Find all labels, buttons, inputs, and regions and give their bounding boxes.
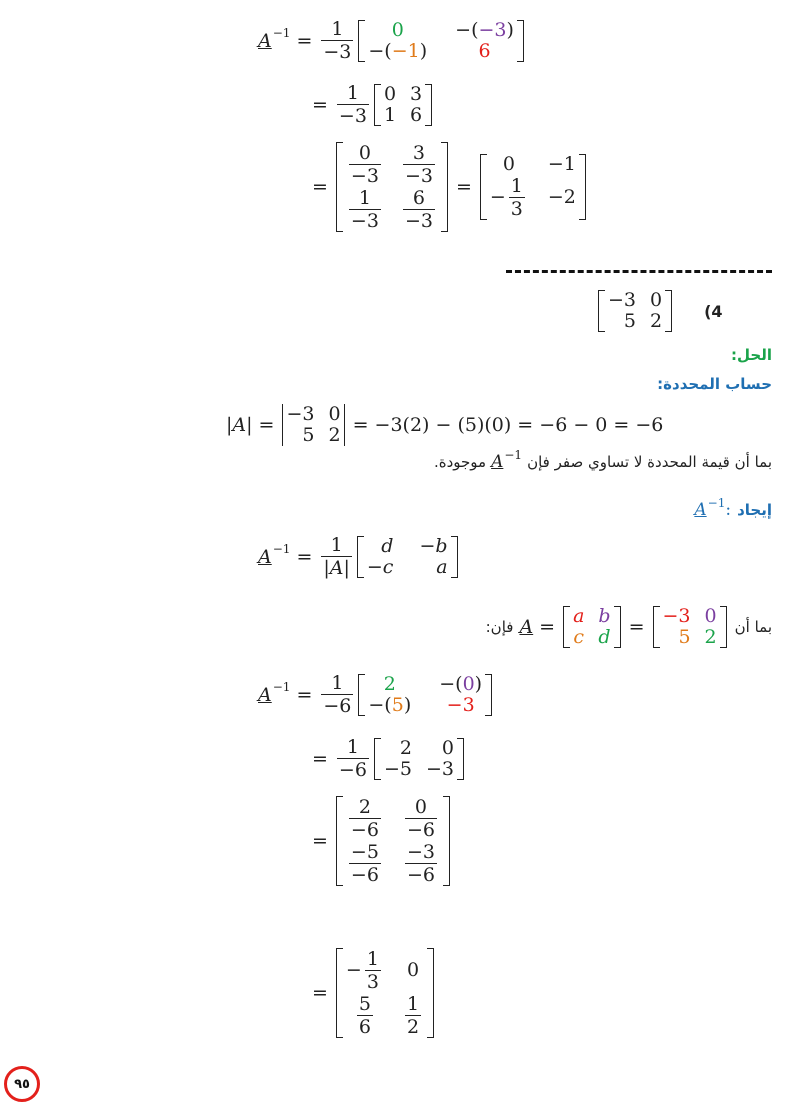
determinant-heading: حساب المحددة: [657, 375, 772, 393]
determinant-matrix: −3 0 5 2 [282, 404, 344, 446]
inverse-line-3: = $\frac{0}{-3}$ $\frac{3}{-3}$ $\frac{1}{-3}$ $\frac{6}{-3}$ = 0 −1 − $\frac{1}{3}$ −2 [312, 142, 588, 232]
scalar-fraction: $\frac{1}{-3}$ [323, 18, 352, 63]
find-inverse-heading: إيجاد $A^{-1}$: [694, 496, 772, 520]
inverse-formula: A −1 = $\frac{1}{|A|}$ d −b −c a [258, 534, 460, 579]
inverse-line-7: = − $\frac{1}{3}$ 0 $\frac{5}{6}$ $\frac{1}{2}$ [312, 948, 436, 1038]
scalar-fraction: $\frac{1}{-3}$ [338, 82, 367, 127]
page-number-badge [4, 1066, 40, 1102]
inverse-line-6: = $\frac{2}{-6}$ $\frac{0}{-6}$ $\frac{-5}{-6}$ $\frac{-3}{-6}$ [312, 796, 452, 886]
determinant-calculation: = −3(2) − (5)(0) = −6 − 0 = −6 [352, 414, 664, 436]
inverse-line-1: A −1 = $\frac{1}{-3}$ 0 −(−3) −(−1) 6 [258, 18, 526, 63]
determinant-line: |A| = −3 0 5 2 = −3(2) − (5)(0) = −6 − 0 = −6 [226, 403, 664, 446]
inverse-line-5: = $\frac{1}{-6}$ 2 0 −5 −3 [312, 736, 466, 781]
result-matrix: 0 −1 − $\frac{1}{3}$ −2 [480, 154, 586, 220]
existence-sentence: بما أن قيمة المحددة لا تساوي صفر فإن $A^{-1}$ موجودة. [433, 448, 772, 472]
problem-matrix: −3 0 5 2 [598, 290, 672, 332]
inverse-line-2: = $\frac{1}{-3}$ 0 3 1 6 [312, 82, 434, 127]
formula-matrix: d −b −c a [357, 536, 458, 578]
matrix: 0 3 1 6 [374, 84, 432, 126]
problem-number: (4 [704, 301, 723, 321]
matrix-symbol: A [258, 29, 272, 52]
since-line: بما أن A = a b c d = −3 0 5 2 فإن: [485, 605, 772, 648]
fraction-matrix: $\frac{0}{-3}$ $\frac{3}{-3}$ $\frac{1}{-3}$ $\frac{6}{-3}$ [336, 142, 448, 232]
determinant-symbol: |A| [226, 414, 253, 436]
problem-4 [596, 290, 723, 332]
dashed-separator [506, 270, 772, 273]
solution-heading: الحل: [731, 346, 772, 364]
page-number: ٩٥ [14, 1076, 30, 1092]
matrix: 0 −(−3) −(−1) 6 [358, 20, 524, 62]
inverse-line-4: A −1 = $\frac{1}{-6}$ 2 −(0) −(5) −3 [258, 672, 494, 717]
